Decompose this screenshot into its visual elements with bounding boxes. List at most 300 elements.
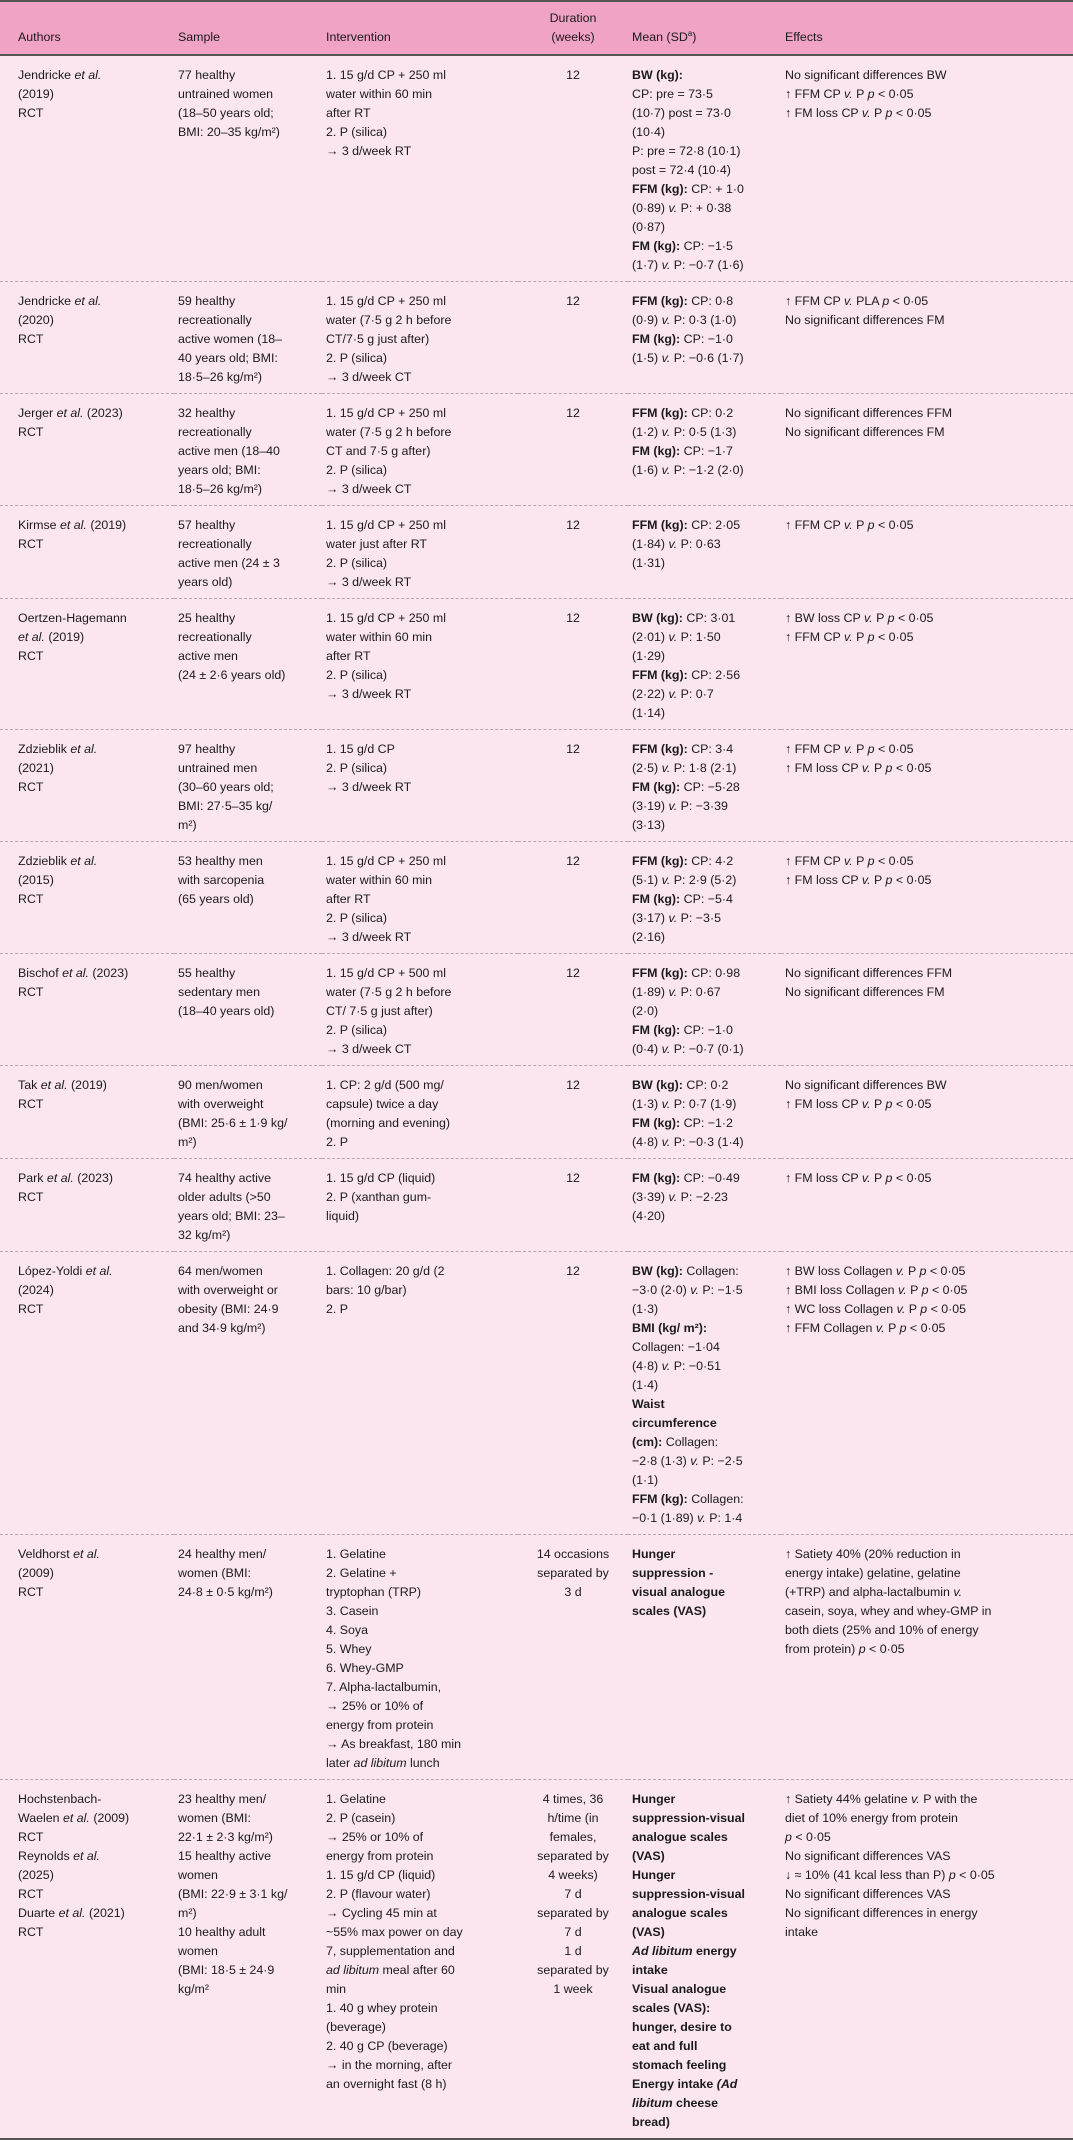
duration-line: 1 week bbox=[553, 1982, 593, 1996]
intervention-line: 1. 15 g/d CP + 250 ml bbox=[326, 294, 446, 308]
mean-line: FFM (kg): CP: 4·2 bbox=[632, 854, 734, 868]
intervention-line: 2. P bbox=[326, 1135, 349, 1149]
mean-line: suppression - bbox=[632, 1566, 714, 1580]
intervention-line: water within 60 min bbox=[326, 87, 433, 101]
cell-intervention bbox=[322, 842, 518, 954]
effects-line: intake bbox=[785, 1925, 819, 1939]
cell-duration bbox=[518, 55, 628, 282]
sample-line: kg/m² bbox=[178, 1982, 209, 1996]
authors-line: RCT bbox=[18, 1887, 44, 1901]
cell-intervention bbox=[322, 1535, 518, 1780]
mean-line: intake bbox=[632, 1963, 668, 1977]
sample-line: 74 healthy active bbox=[178, 1171, 271, 1185]
intervention-line: 3. Casein bbox=[326, 1604, 379, 1618]
authors-line: RCT bbox=[18, 649, 44, 663]
authors-line: RCT bbox=[18, 780, 44, 794]
duration-line: 4 times, 36 bbox=[542, 1792, 604, 1806]
cell-effects bbox=[781, 954, 1073, 1066]
intervention-line: 2. Gelatine + bbox=[326, 1566, 397, 1580]
cell-duration bbox=[518, 394, 628, 506]
duration-line: 12 bbox=[566, 854, 580, 868]
sample-line: BMI: 20–35 kg/m²) bbox=[178, 125, 280, 139]
cell-authors bbox=[0, 394, 174, 506]
table-row bbox=[0, 1066, 1073, 1159]
sample-line: 24·8 ± 0·5 kg/m²) bbox=[178, 1585, 273, 1599]
intervention-line: CT/7·5 g just after) bbox=[326, 332, 430, 346]
effects-line: ↓ ≈ 10% (41 kcal less than P) p < 0·05 bbox=[785, 1868, 995, 1882]
cell-mean bbox=[628, 55, 781, 282]
table-row bbox=[0, 394, 1073, 506]
mean-line: (2·01) v. P: 1·50 bbox=[632, 630, 721, 644]
cell-effects bbox=[781, 1780, 1073, 2140]
table-body bbox=[0, 55, 1073, 2139]
intervention-line: 2. P (casein) bbox=[326, 1811, 396, 1825]
mean-line: (3·39) v. P: −2·23 bbox=[632, 1190, 728, 1204]
mean-line: Hunger bbox=[632, 1547, 676, 1561]
header-effects: Effects bbox=[781, 1, 1073, 55]
cell-sample bbox=[174, 1780, 322, 2140]
sample-line: 15 healthy active bbox=[178, 1849, 271, 1863]
sample-line: 64 men/women bbox=[178, 1264, 263, 1278]
mean-line: P: pre = 72·8 (10·1) bbox=[632, 144, 741, 158]
cell-mean bbox=[628, 1159, 781, 1252]
authors-line: Kirmse et al. (2019) bbox=[18, 518, 127, 532]
effects-line: No significant differences FM bbox=[785, 425, 945, 439]
duration-line: 12 bbox=[566, 1171, 580, 1185]
mean-line: CP: pre = 73·5 bbox=[632, 87, 713, 101]
cell-duration bbox=[518, 506, 628, 599]
table-row bbox=[0, 954, 1073, 1066]
sample-line: untrained women bbox=[178, 87, 274, 101]
cell-duration bbox=[518, 1535, 628, 1780]
sample-line: 24 healthy men/ bbox=[178, 1547, 267, 1561]
effects-line: ↑ FM loss CP v. P p < 0·05 bbox=[785, 873, 932, 887]
effects-line: No significant differences BW bbox=[785, 1078, 947, 1092]
cell-sample bbox=[174, 506, 322, 599]
intervention-line: later ad libitum lunch bbox=[326, 1756, 440, 1770]
mean-line: analogue scales bbox=[632, 1830, 728, 1844]
authors-line: RCT bbox=[18, 1302, 44, 1316]
mean-line: (5·1) v. P: 2·9 (5·2) bbox=[632, 873, 737, 887]
effects-line: ↑ Satiety 44% gelatine v. P with the bbox=[785, 1792, 978, 1806]
mean-line: BW (kg): CP: 0·2 bbox=[632, 1078, 729, 1092]
cell-duration bbox=[518, 1159, 628, 1252]
duration-line: 14 occasions bbox=[536, 1547, 610, 1561]
intervention-line: liquid) bbox=[326, 1209, 360, 1223]
cell-mean bbox=[628, 1535, 781, 1780]
intervention-line: 2. P (silica) bbox=[326, 125, 388, 139]
intervention-line: 1. Gelatine bbox=[326, 1792, 386, 1806]
sample-line: active men (24 ± 3 bbox=[178, 556, 280, 570]
mean-line: FFM (kg): CP: 3·4 bbox=[632, 742, 734, 756]
mean-line: FFM (kg): CP: 0·98 bbox=[632, 966, 741, 980]
authors-line: (2021) bbox=[18, 761, 54, 775]
authors-line: RCT bbox=[18, 1097, 44, 1111]
sample-line: with sarcopenia bbox=[178, 873, 265, 887]
sample-line: (65 years old) bbox=[178, 892, 254, 906]
header-duration bbox=[518, 1, 628, 55]
mean-line: −3·0 (2·0) v. P: −1·5 bbox=[632, 1283, 743, 1297]
intervention-line: 1. 15 g/d CP + 250 ml bbox=[326, 406, 446, 420]
mean-line: suppression-visual bbox=[632, 1811, 745, 1825]
intervention-line: → 3 d/week RT bbox=[326, 930, 412, 944]
mean-line: (1·3) bbox=[632, 1302, 659, 1316]
mean-line: (2·5) v. P: 1·8 (2·1) bbox=[632, 761, 737, 775]
duration-line: 12 bbox=[566, 294, 580, 308]
table-row bbox=[0, 55, 1073, 282]
cell-authors bbox=[0, 842, 174, 954]
authors-line: Jendricke et al. bbox=[18, 294, 102, 308]
sample-line: 59 healthy bbox=[178, 294, 236, 308]
cell-duration bbox=[518, 1066, 628, 1159]
sample-line: 53 healthy men bbox=[178, 854, 263, 868]
cell-authors bbox=[0, 55, 174, 282]
cell-sample bbox=[174, 282, 322, 394]
intervention-line: → 3 d/week RT bbox=[326, 687, 412, 701]
mean-line: (2·0) bbox=[632, 1004, 659, 1018]
authors-line: Reynolds et al. bbox=[18, 1849, 100, 1863]
sample-line: 32 kg/m²) bbox=[178, 1228, 231, 1242]
sample-line: recreationally bbox=[178, 630, 252, 644]
intervention-line: → As breakfast, 180 min bbox=[326, 1737, 461, 1751]
intervention-line: 2. 40 g CP (beverage) bbox=[326, 2039, 448, 2053]
effects-line: ↑ BMI loss Collagen v. P p < 0·05 bbox=[785, 1283, 968, 1297]
mean-line: (VAS) bbox=[632, 1925, 665, 1939]
effects-line: from protein) p < 0·05 bbox=[785, 1642, 905, 1656]
effects-line: ↑ FFM CP v. P p < 0·05 bbox=[785, 630, 914, 644]
effects-line: No significant differences FM bbox=[785, 985, 945, 999]
mean-line: BW (kg): Collagen: bbox=[632, 1264, 739, 1278]
intervention-line: (morning and evening) bbox=[326, 1116, 450, 1130]
mean-line: (0·9) v. P: 0·3 (1·0) bbox=[632, 313, 737, 327]
mean-line: FM (kg): CP: −1·2 bbox=[632, 1116, 733, 1130]
effects-line: No significant differences VAS bbox=[785, 1849, 951, 1863]
duration-line: 7 d bbox=[564, 1925, 582, 1939]
effects-line: ↑ FFM CP v. P p < 0·05 bbox=[785, 742, 914, 756]
mean-line: suppression-visual bbox=[632, 1887, 745, 1901]
authors-line: RCT bbox=[18, 1830, 44, 1844]
cell-duration bbox=[518, 954, 628, 1066]
intervention-line: water within 60 min bbox=[326, 630, 433, 644]
sample-line: women bbox=[178, 1868, 218, 1882]
cell-mean bbox=[628, 394, 781, 506]
effects-line: ↑ BW loss CP v. P p < 0·05 bbox=[785, 611, 934, 625]
cell-sample bbox=[174, 1066, 322, 1159]
mean-line: (2·16) bbox=[632, 930, 666, 944]
effects-line: ↑ FM loss CP v. P p < 0·05 bbox=[785, 1171, 932, 1185]
mean-line: (4·8) v. P: −0·51 bbox=[632, 1359, 721, 1373]
cell-authors bbox=[0, 506, 174, 599]
intervention-line: 1. 15 g/d CP + 250 ml bbox=[326, 68, 446, 82]
effects-line: diet of 10% energy from protein bbox=[785, 1811, 958, 1825]
intervention-line: → in the morning, after bbox=[326, 2058, 453, 2072]
mean-line: (1·29) bbox=[632, 649, 666, 663]
intervention-line: 2. P (silica) bbox=[326, 463, 388, 477]
cell-duration bbox=[518, 1780, 628, 2140]
table-row bbox=[0, 1535, 1073, 1780]
intervention-line: an overnight fast (8 h) bbox=[326, 2077, 447, 2091]
mean-line: FFM (kg): CP: 0·8 bbox=[632, 294, 734, 308]
sample-line: active men (18–40 bbox=[178, 444, 280, 458]
cell-authors bbox=[0, 599, 174, 730]
intervention-line: 2. P (silica) bbox=[326, 1023, 388, 1037]
duration-line: 7 d bbox=[564, 1887, 582, 1901]
sample-line: women bbox=[178, 1944, 218, 1958]
intervention-line: min bbox=[326, 1982, 346, 1996]
intervention-line: water (7·5 g 2 h before bbox=[326, 425, 452, 439]
intervention-line: → 25% or 10% of bbox=[326, 1699, 424, 1713]
mean-line: Waist bbox=[632, 1397, 665, 1411]
cell-intervention bbox=[322, 394, 518, 506]
mean-line: Visual analogue bbox=[632, 1982, 727, 1996]
authors-line: Duarte et al. (2021) bbox=[18, 1906, 125, 1920]
cell-sample bbox=[174, 954, 322, 1066]
mean-line: FFM (kg): CP: 0·2 bbox=[632, 406, 734, 420]
authors-line: RCT bbox=[18, 425, 44, 439]
sample-line: (BMI: 22·9 ± 3·1 kg/ bbox=[178, 1887, 288, 1901]
mean-line: stomach feeling bbox=[632, 2058, 727, 2072]
mean-line: scales (VAS) bbox=[632, 1604, 707, 1618]
cell-effects bbox=[781, 55, 1073, 282]
mean-line: BW (kg): CP: 3·01 bbox=[632, 611, 736, 625]
cell-effects bbox=[781, 1252, 1073, 1535]
intervention-line: 2. P (silica) bbox=[326, 911, 388, 925]
cell-mean bbox=[628, 842, 781, 954]
sample-line: recreationally bbox=[178, 537, 252, 551]
sample-line: 25 healthy bbox=[178, 611, 236, 625]
intervention-line: energy from protein bbox=[326, 1849, 434, 1863]
mean-line: eat and full bbox=[632, 2039, 698, 2053]
sample-line: 18·5–26 kg/m²) bbox=[178, 370, 263, 384]
cell-duration bbox=[518, 282, 628, 394]
sample-line: 32 healthy bbox=[178, 406, 236, 420]
cell-duration bbox=[518, 842, 628, 954]
sample-line: untrained men bbox=[178, 761, 258, 775]
table-header bbox=[0, 1, 1073, 55]
mean-line: scales (VAS): bbox=[632, 2001, 711, 2015]
header-mean bbox=[628, 1, 781, 55]
mean-line: (1·31) bbox=[632, 556, 666, 570]
mean-line: FFM (kg): CP: 2·05 bbox=[632, 518, 741, 532]
mean-line: −0·1 (1·89) v. P: 1·4 bbox=[632, 1511, 743, 1525]
effects-line: energy intake) gelatine, gelatine bbox=[785, 1566, 961, 1580]
mean-line: (3·13) bbox=[632, 818, 666, 832]
effects-line: ↑ FFM Collagen v. P p < 0·05 bbox=[785, 1321, 946, 1335]
intervention-line: water (7·5 g 2 h before bbox=[326, 985, 452, 999]
cell-mean bbox=[628, 954, 781, 1066]
cell-intervention bbox=[322, 599, 518, 730]
table-row bbox=[0, 730, 1073, 842]
intervention-line: 2. P (silica) bbox=[326, 351, 388, 365]
intervention-line: energy from protein bbox=[326, 1718, 434, 1732]
effects-line: ↑ FFM CP v. P p < 0·05 bbox=[785, 518, 914, 532]
cell-effects bbox=[781, 1159, 1073, 1252]
mean-line: (4·20) bbox=[632, 1209, 666, 1223]
authors-line: Oertzen-Hagemann bbox=[18, 611, 127, 625]
intervention-line: (beverage) bbox=[326, 2020, 386, 2034]
intervention-line: 1. CP: 2 g/d (500 mg/ bbox=[326, 1078, 444, 1092]
cell-effects bbox=[781, 730, 1073, 842]
mean-line: circumference bbox=[632, 1416, 717, 1430]
intervention-line: 7. Alpha-lactalbumin, bbox=[326, 1680, 442, 1694]
mean-line: FM (kg): CP: −5·4 bbox=[632, 892, 733, 906]
cell-mean bbox=[628, 282, 781, 394]
sample-line: 22·1 ± 2·3 kg/m²) bbox=[178, 1830, 273, 1844]
intervention-line: water within 60 min bbox=[326, 873, 433, 887]
sample-line: obesity (BMI: 24·9 bbox=[178, 1302, 279, 1316]
mean-line: FM (kg): CP: −5·28 bbox=[632, 780, 740, 794]
mean-line: FFM (kg): Collagen: bbox=[632, 1492, 744, 1506]
mean-line: (1·14) bbox=[632, 706, 666, 720]
cell-intervention bbox=[322, 506, 518, 599]
mean-line: BMI (kg/ m²): bbox=[632, 1321, 708, 1335]
cell-mean bbox=[628, 1780, 781, 2140]
sample-line: (18–50 years old; bbox=[178, 106, 274, 120]
sample-line: older adults (>50 bbox=[178, 1190, 271, 1204]
mean-line: Ad libitum energy bbox=[632, 1944, 737, 1958]
intervention-line: → 3 d/week CT bbox=[326, 482, 412, 496]
duration-line: h/time (in bbox=[547, 1811, 599, 1825]
duration-line: 12 bbox=[566, 966, 580, 980]
effects-line: ↑ FFM CP v. PLA p < 0·05 bbox=[785, 294, 929, 308]
cell-effects bbox=[781, 394, 1073, 506]
cell-authors bbox=[0, 730, 174, 842]
intervention-line: 2. P bbox=[326, 1302, 349, 1316]
sample-line: years old; BMI: bbox=[178, 463, 261, 477]
mean-line: (10·7) post = 73·0 bbox=[632, 106, 731, 120]
authors-line: RCT bbox=[18, 892, 44, 906]
cell-duration bbox=[518, 599, 628, 730]
effects-line: No significant differences FFM bbox=[785, 406, 953, 420]
authors-line: López-Yoldi et al. bbox=[18, 1264, 113, 1278]
sample-line: sedentary men bbox=[178, 985, 260, 999]
effects-line: ↑ WC loss Collagen v. P p < 0·05 bbox=[785, 1302, 967, 1316]
intervention-line: CT/ 7·5 g just after) bbox=[326, 1004, 433, 1018]
header-mean-footnote: a bbox=[687, 28, 693, 38]
effects-line: No significant differences FFM bbox=[785, 966, 953, 980]
effects-line: ↑ FFM CP v. P p < 0·05 bbox=[785, 87, 914, 101]
sample-line: 55 healthy bbox=[178, 966, 236, 980]
intervention-line: 2. P (silica) bbox=[326, 556, 388, 570]
intervention-line: 2. P (flavour water) bbox=[326, 1887, 431, 1901]
mean-line: analogue scales bbox=[632, 1906, 728, 1920]
cell-authors bbox=[0, 1535, 174, 1780]
cell-authors bbox=[0, 1159, 174, 1252]
authors-line: RCT bbox=[18, 985, 44, 999]
cell-intervention bbox=[322, 730, 518, 842]
mean-line: (1·5) v. P: −0·6 (1·7) bbox=[632, 351, 744, 365]
sample-line: active men bbox=[178, 649, 238, 663]
sample-line: (18–40 years old) bbox=[178, 1004, 275, 1018]
sample-line: with overweight bbox=[178, 1097, 264, 1111]
effects-line: No significant differences FM bbox=[785, 313, 945, 327]
sample-line: (30–60 years old; bbox=[178, 780, 274, 794]
sample-line: 97 healthy bbox=[178, 742, 236, 756]
intervention-line: 1. 15 g/d CP + 500 ml bbox=[326, 966, 446, 980]
cell-effects bbox=[781, 506, 1073, 599]
authors-line: Jendricke et al. bbox=[18, 68, 102, 82]
intervention-line: capsule) twice a day bbox=[326, 1097, 439, 1111]
duration-line: 12 bbox=[566, 518, 580, 532]
intervention-line: 2. P (xanthan gum- bbox=[326, 1190, 432, 1204]
cell-sample bbox=[174, 1252, 322, 1535]
intervention-line: → Cycling 45 min at bbox=[326, 1906, 437, 1920]
duration-line: separated by bbox=[537, 1963, 609, 1977]
intervention-line: after RT bbox=[326, 106, 371, 120]
sample-line: 23 healthy men/ bbox=[178, 1792, 267, 1806]
sample-line: 18·5–26 kg/m²) bbox=[178, 482, 263, 496]
cell-effects bbox=[781, 1535, 1073, 1780]
mean-line: hunger, desire to bbox=[632, 2020, 732, 2034]
duration-line: separated by bbox=[537, 1849, 609, 1863]
header-duration-line1: Duration bbox=[549, 11, 597, 25]
intervention-line: → 3 d/week CT bbox=[326, 1042, 412, 1056]
mean-line: Energy intake (Ad bbox=[632, 2077, 738, 2091]
authors-line: RCT bbox=[18, 537, 44, 551]
authors-line: Waelen et al. (2009) bbox=[18, 1811, 130, 1825]
effects-line: casein, soya, whey and whey-GMP in bbox=[785, 1604, 992, 1618]
cell-authors bbox=[0, 954, 174, 1066]
cell-effects bbox=[781, 282, 1073, 394]
sample-line: years old) bbox=[178, 575, 233, 589]
table-row bbox=[0, 506, 1073, 599]
sample-line: and 34·9 kg/m²) bbox=[178, 1321, 266, 1335]
mean-line: FFM (kg): CP: 2·56 bbox=[632, 668, 741, 682]
authors-line: (2025) bbox=[18, 1868, 54, 1882]
cell-mean bbox=[628, 599, 781, 730]
effects-line: both diets (25% and 10% of energy bbox=[785, 1623, 979, 1637]
mean-line: libitum cheese bbox=[632, 2096, 719, 2110]
effects-line: ↑ FM loss CP v. P p < 0·05 bbox=[785, 106, 932, 120]
sample-line: (24 ± 2·6 years old) bbox=[178, 668, 286, 682]
cell-effects bbox=[781, 1066, 1073, 1159]
sample-line: 57 healthy bbox=[178, 518, 236, 532]
cell-sample bbox=[174, 730, 322, 842]
sample-line: (BMI: 25·6 ± 1·9 kg/ bbox=[178, 1116, 288, 1130]
cell-effects bbox=[781, 842, 1073, 954]
mean-line: (cm): Collagen: bbox=[632, 1435, 719, 1449]
table-row bbox=[0, 1159, 1073, 1252]
intervention-line: 1. 15 g/d CP bbox=[326, 742, 395, 756]
mean-line: (3·17) v. P: −3·5 bbox=[632, 911, 721, 925]
mean-line: (1·2) v. P: 0·5 (1·3) bbox=[632, 425, 737, 439]
cell-intervention bbox=[322, 1780, 518, 2140]
mean-line: BW (kg): bbox=[632, 68, 683, 82]
cell-duration bbox=[518, 730, 628, 842]
intervention-line: → 3 d/week RT bbox=[326, 144, 412, 158]
effects-line: ↑ Satiety 40% (20% reduction in bbox=[785, 1547, 961, 1561]
authors-line: (2015) bbox=[18, 873, 54, 887]
authors-line: RCT bbox=[18, 1585, 44, 1599]
cell-intervention bbox=[322, 1066, 518, 1159]
intervention-line: 2. P (silica) bbox=[326, 761, 388, 775]
intervention-line: 1. Collagen: 20 g/d (2 bbox=[326, 1264, 445, 1278]
cell-mean bbox=[628, 506, 781, 599]
intervention-line: 7, supplementation and bbox=[326, 1944, 455, 1958]
intervention-line: ~55% max power on day bbox=[326, 1925, 463, 1939]
intervention-line: → 25% or 10% of bbox=[326, 1830, 424, 1844]
sample-line: 40 years old; BMI: bbox=[178, 351, 278, 365]
mean-line: visual analogue bbox=[632, 1585, 725, 1599]
intervention-line: 5. Whey bbox=[326, 1642, 372, 1656]
mean-line: (1·89) v. P: 0·67 bbox=[632, 985, 721, 999]
authors-line: RCT bbox=[18, 1925, 44, 1939]
mean-line: (10·4) bbox=[632, 125, 666, 139]
intervention-line: 1. 15 g/d CP (liquid) bbox=[326, 1868, 436, 1882]
intervention-line: after RT bbox=[326, 892, 371, 906]
mean-line: (2·22) v. P: 0·7 bbox=[632, 687, 714, 701]
intervention-line: 1. Gelatine bbox=[326, 1547, 386, 1561]
